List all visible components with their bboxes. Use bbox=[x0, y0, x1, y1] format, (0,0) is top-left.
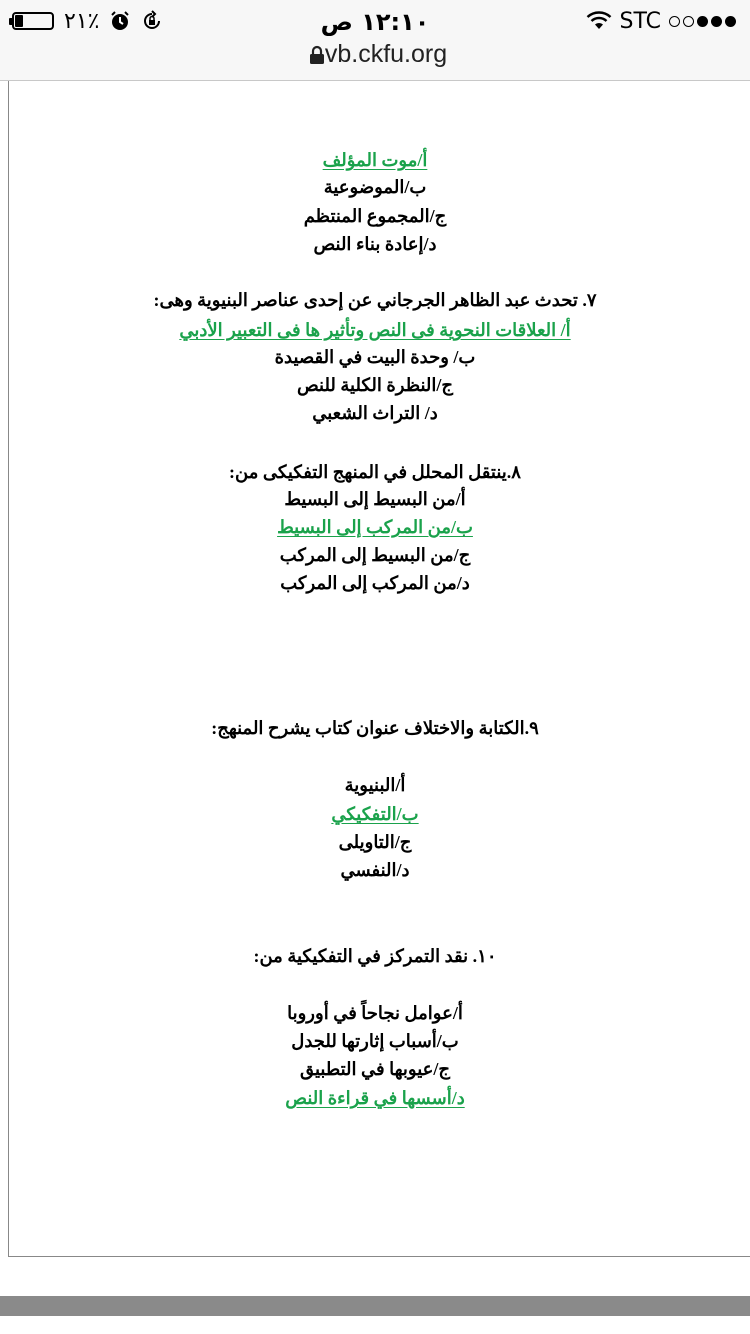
answer-option-text: أ/من البسيط إلى البسيط bbox=[284, 489, 466, 509]
answer-option-text: د/إعادة بناء النص bbox=[313, 234, 437, 254]
answer-option-text: ب/من المركب إلى البسيط bbox=[277, 517, 473, 537]
correct-answer bbox=[0, 146, 750, 174]
wifi-icon bbox=[586, 11, 612, 31]
answer-option-text: ج/التاويلى bbox=[338, 832, 412, 852]
answer-option-text: ب/الموضوعية bbox=[323, 177, 427, 197]
question-text-text: ٩.الكتابة والاختلاف عنوان كتاب يشرح المنهج: bbox=[211, 718, 539, 738]
answer-option-text: أ/ العلاقات النحوية فى النص وتأثير ها فى التعبير الأدبي bbox=[179, 320, 571, 340]
answer-option bbox=[0, 399, 750, 427]
carrier-name: STC bbox=[619, 8, 661, 34]
answer-option-text: أ/عوامل نجاحاً في أوروبا bbox=[287, 1003, 463, 1023]
answer-option-text: ب/ وحدة البيت في القصيدة bbox=[274, 347, 476, 367]
answer-option bbox=[0, 485, 750, 513]
signal-dot bbox=[683, 16, 694, 27]
answer-option bbox=[0, 343, 750, 371]
answer-option-text: د/من المركب إلى المركب bbox=[280, 573, 470, 593]
answer-option-text: د/ التراث الشعبي bbox=[312, 403, 438, 423]
question-text bbox=[0, 286, 750, 314]
answer-option-text: أ/موت المؤلف bbox=[322, 150, 428, 170]
answer-option bbox=[0, 1055, 750, 1083]
battery-percent: ٢١٪ bbox=[64, 8, 100, 34]
correct-answer bbox=[0, 316, 750, 344]
correct-answer bbox=[0, 1084, 750, 1112]
answer-option-text: ج/النظرة الكلية للنص bbox=[296, 375, 454, 395]
correct-answer bbox=[0, 800, 750, 828]
bottom-toolbar bbox=[0, 1296, 750, 1316]
answer-option-text: أ/البنيوية bbox=[344, 775, 406, 795]
signal-dot bbox=[669, 16, 680, 27]
answer-option bbox=[0, 856, 750, 884]
signal-dot bbox=[725, 16, 736, 27]
answer-option-text: ج/من البسيط إلى المركب bbox=[279, 545, 471, 565]
answer-option-text: د/النفسي bbox=[340, 860, 410, 880]
answer-option bbox=[0, 371, 750, 399]
answer-option bbox=[0, 828, 750, 856]
answer-option bbox=[0, 173, 750, 201]
answer-option bbox=[0, 202, 750, 230]
lock-icon bbox=[309, 45, 325, 65]
correct-answer bbox=[0, 513, 750, 541]
url-text: vb.ckfu.org bbox=[324, 40, 448, 68]
signal-dot bbox=[711, 16, 722, 27]
signal-dot bbox=[697, 16, 708, 27]
status-right bbox=[586, 8, 736, 34]
signal-strength-icon bbox=[669, 16, 736, 27]
question-text bbox=[0, 942, 750, 970]
answer-option-text: ب/التفكيكي bbox=[331, 804, 419, 824]
answer-option bbox=[0, 541, 750, 569]
answer-option-text: ب/أسباب إثارتها للجدل bbox=[291, 1031, 459, 1051]
answer-option bbox=[0, 569, 750, 597]
answer-option bbox=[0, 999, 750, 1027]
clock: ١٢:١٠ ص bbox=[320, 8, 430, 36]
answer-option bbox=[0, 1027, 750, 1055]
answer-option-text: د/أسسها في قراءة النص bbox=[285, 1088, 465, 1108]
question-text bbox=[0, 458, 750, 486]
question-text-text: ٧. تحدث عبد الظاهر الجرجاني عن إحدى عناصر البنيوية وهى: bbox=[153, 290, 597, 310]
answer-option bbox=[0, 230, 750, 258]
question-text-text: ١٠. نقد التمركز في التفكيكية من: bbox=[253, 946, 497, 966]
answer-option-text: ج/عيوبها في التطبيق bbox=[299, 1059, 451, 1079]
question-text-text: ٨.ينتقل المحلل في المنهج التفكيكى من: bbox=[229, 462, 521, 482]
answer-option-text: ج/المجموع المنتظم bbox=[303, 206, 447, 226]
status-bar bbox=[0, 0, 750, 81]
answer-option bbox=[0, 771, 750, 799]
address-bar[interactable] bbox=[0, 40, 750, 69]
question-text bbox=[0, 714, 750, 742]
